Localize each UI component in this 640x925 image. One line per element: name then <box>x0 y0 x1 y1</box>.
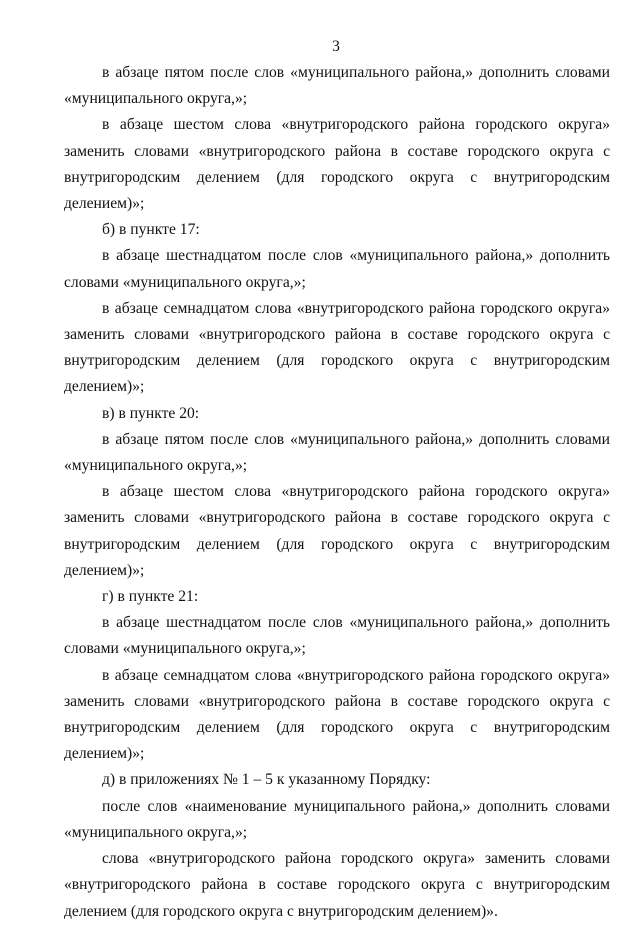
paragraph-1: в абзаце пятом после слов «муниципального района,» дополнить словами «муниципального округа,»; <box>64 64 610 108</box>
paragraph-13: после слов «наименование муниципального района,» дополнить словами «муниципального округа,»; <box>64 797 610 841</box>
paragraph-8: в абзаце шестом слова «внутригородского района городского округа» заменить словами «внутригородского района в составе городского округа с внутригородским делением (для городского округа с внутригородским делением)»; <box>64 483 610 579</box>
paragraph-12: д) в приложениях № 1 – 5 к указанному Порядку: <box>102 771 431 789</box>
paragraph-6: в) в пункте 20: <box>102 404 200 422</box>
paragraph-7: в абзаце пятом после слов «муниципального района,» дополнить словами «муниципального округа,»; <box>64 430 610 475</box>
paragraph-9: г) в пункте 21: <box>102 588 199 606</box>
document-body <box>64 60 610 925</box>
paragraph-14: слова «внутригородского района городского округа» заменить словами «внутригородского района в составе городского округа с внутригородским делением (для городского округа с внутригородским делением)». <box>64 850 610 920</box>
paragraph-4: в абзаце шестнадцатом после слов «муниципального района,» дополнить словами «муниципального округа,»; <box>64 247 610 291</box>
paragraph-11: в абзаце семнадцатом слова «внутригородского района городского округа» заменить словами «внутригородского района в составе городского округа с внутригородским делением (для городского округа с внутригородским делением)»; <box>64 666 610 763</box>
paragraph-5: в абзаце семнадцатом слова «внутригородского района городского округа» заменить словами «внутригородского района в составе городского округа с внутригородским делением (для городского округа с внутригородским делением)»; <box>64 299 610 396</box>
paragraph-10: в абзаце шестнадцатом после слов «муниципального района,» дополнить словами «муниципального округа,»; <box>64 614 610 658</box>
page-number: 3 <box>332 38 340 55</box>
paragraph-2: в абзаце шестом слова «внутригородского района городского округа» заменить словами «внутригородского района в составе городского округа с внутригородским делением (для городского округа с внутригородским делением)»; <box>64 116 610 213</box>
paragraph-3: б) в пункте 17: <box>102 221 200 239</box>
